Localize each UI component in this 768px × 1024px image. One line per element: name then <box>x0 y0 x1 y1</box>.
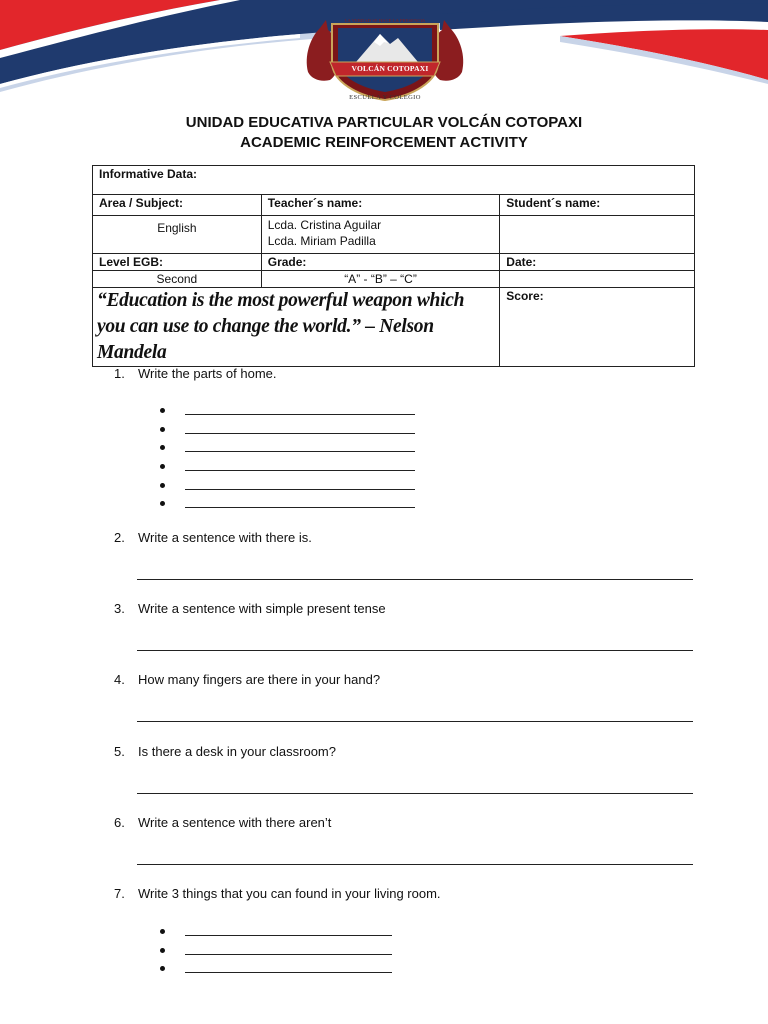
bullet-icon <box>160 408 165 413</box>
score-label: Score: <box>500 288 695 367</box>
grade-label: Grade: <box>261 254 500 271</box>
question-text: Write the parts of home. <box>138 366 277 381</box>
date-field[interactable] <box>500 271 695 288</box>
question-number: 1. <box>114 366 125 381</box>
question-number: 7. <box>114 886 125 901</box>
level-value: Second <box>93 271 262 288</box>
bullet-icon <box>160 464 165 469</box>
mandela-quote: “Education is the most powerful weapon which you can use to change the world.” – Nelson Mandela <box>93 288 500 367</box>
grade-value: “A” - “B” – “C” <box>261 271 500 288</box>
informative-data-table <box>92 165 695 367</box>
school-title: UNIDAD EDUCATIVA PARTICULAR VOLCÁN COTOPAXI <box>185 114 583 131</box>
crest-subtitle: ESCUELA Y COLEGIO <box>349 94 421 101</box>
activity-title: ACADEMIC REINFORCEMENT ACTIVITY <box>240 134 528 151</box>
bullet-icon <box>160 483 165 488</box>
question-text: Write a sentence with there is. <box>138 530 312 545</box>
bullet-icon <box>160 966 165 971</box>
answer-line-6[interactable] <box>137 864 693 865</box>
area-label: Area / Subject: <box>93 195 262 216</box>
school-crest-logo <box>300 10 470 106</box>
teacher-names <box>261 216 500 254</box>
student-label: Student´s name: <box>500 195 695 216</box>
level-label: Level EGB: <box>93 254 262 271</box>
question-number: 5. <box>114 744 125 759</box>
question-6 <box>114 815 331 830</box>
bullet-icon <box>160 501 165 506</box>
informative-data-label: Informative Data: <box>93 166 695 195</box>
student-name-field[interactable] <box>500 216 695 254</box>
teacher-label: Teacher´s name: <box>261 195 500 216</box>
area-value: English <box>93 216 262 254</box>
bullet-icon <box>160 427 165 432</box>
crest-school-name: VOLCÁN COTOPAXI <box>351 64 429 73</box>
question-number: 3. <box>114 601 125 616</box>
question-text: Write a sentence with simple present tense <box>138 601 386 616</box>
question-text: Write 3 things that you can found in your living room. <box>138 886 441 901</box>
question-text: How many fingers are there in your hand? <box>138 672 381 687</box>
answer-line-2[interactable] <box>137 579 693 580</box>
bullet-icon <box>160 929 165 934</box>
question-5 <box>114 744 336 759</box>
bullet-icon <box>160 445 165 450</box>
answer-line-5[interactable] <box>137 793 693 794</box>
teacher-name-1: Lcda. Cristina Aguilar <box>267 218 382 232</box>
question-2 <box>114 530 312 545</box>
question-number: 4. <box>114 672 125 687</box>
answer-line-4[interactable] <box>137 721 693 722</box>
question-text: Write a sentence with there aren’t <box>138 815 332 830</box>
date-label: Date: <box>500 254 695 271</box>
question-3 <box>114 601 386 616</box>
question-text: Is there a desk in your classroom? <box>138 744 336 759</box>
question-number: 2. <box>114 530 125 545</box>
question-4 <box>114 672 380 687</box>
teacher-name-2: Lcda. Miriam Padilla <box>267 234 376 248</box>
question-1 <box>114 366 277 381</box>
crest-motto: LA VERDAD SE HACE LA PRESENCIA <box>344 18 426 23</box>
question-number: 6. <box>114 815 125 830</box>
answer-line-3[interactable] <box>137 650 693 651</box>
bullet-icon <box>160 948 165 953</box>
question-7 <box>114 886 441 901</box>
